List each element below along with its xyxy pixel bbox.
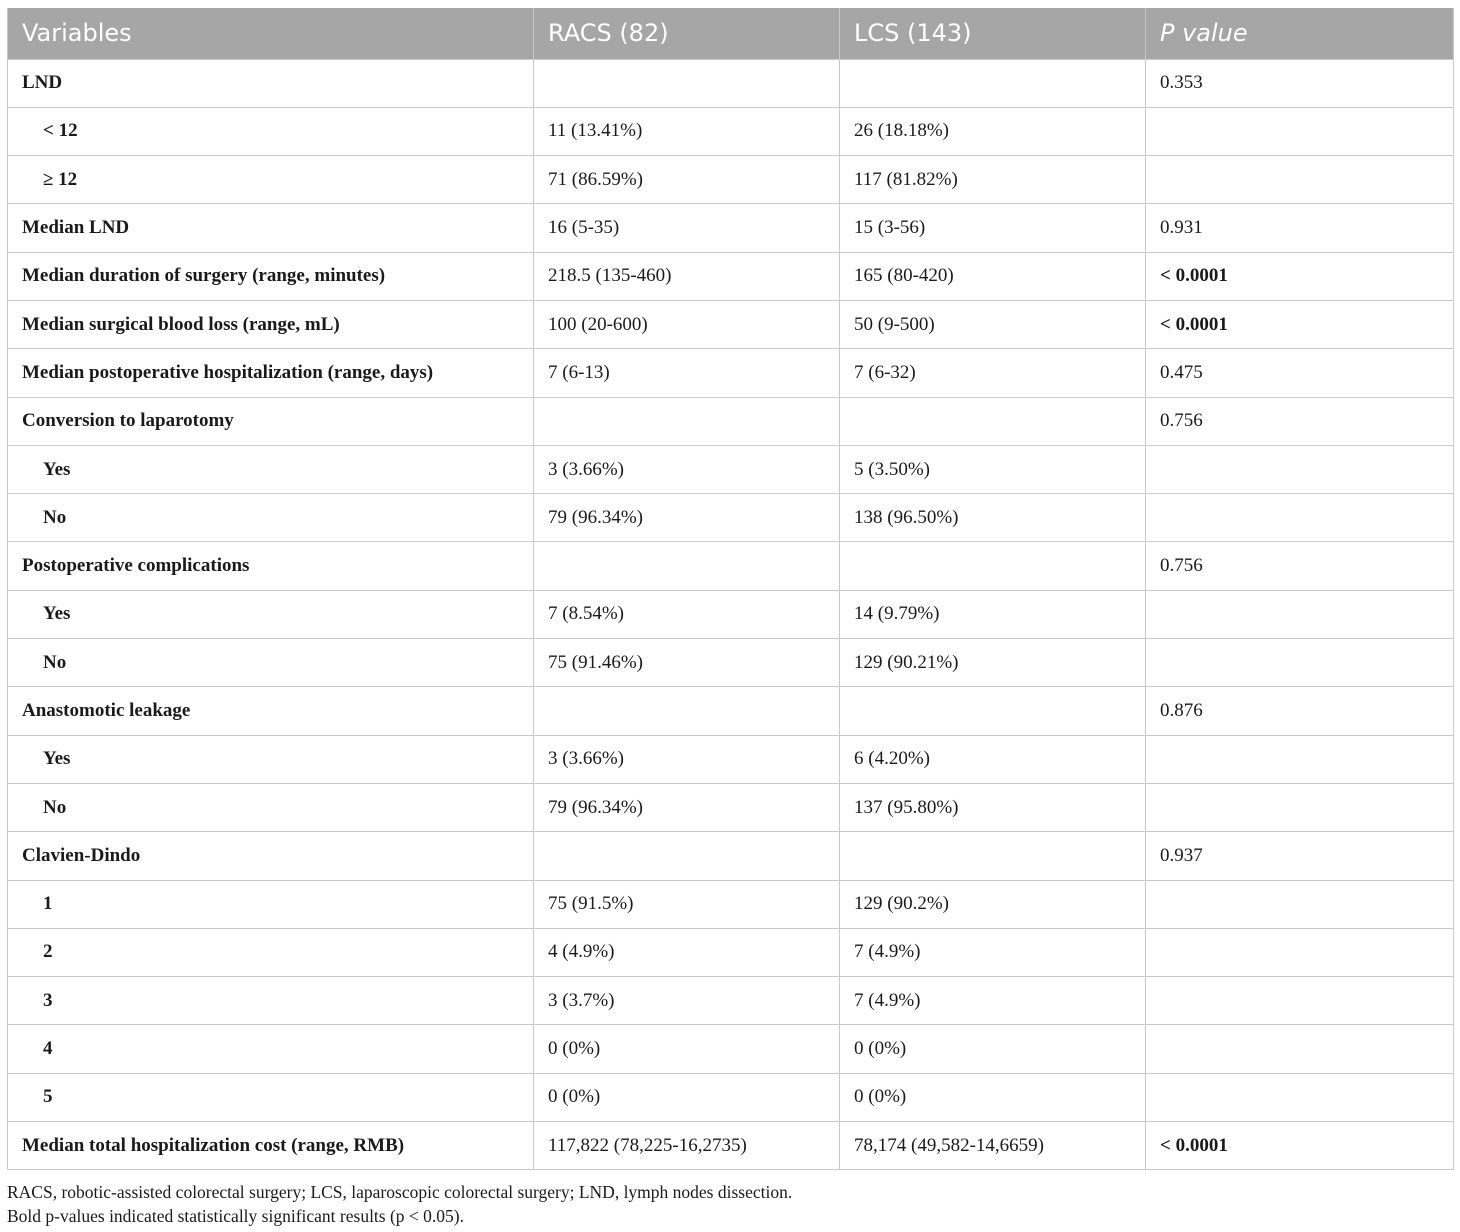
cell-p-value: 0.876 <box>1146 687 1454 735</box>
cell-racs: 4 (4.9%) <box>534 928 840 976</box>
cell-p-value: < 0.0001 <box>1146 300 1454 348</box>
cell-variable: No <box>8 494 534 542</box>
cell-racs <box>534 59 840 107</box>
cell-p-value <box>1146 977 1454 1025</box>
cell-racs: 75 (91.46%) <box>534 639 840 687</box>
table-footnotes <box>7 1180 792 1228</box>
table-row <box>8 300 1454 348</box>
cell-racs: 79 (96.34%) <box>534 494 840 542</box>
cell-variable: < 12 <box>8 107 534 155</box>
cell-racs: 0 (0%) <box>534 1025 840 1073</box>
cell-racs: 3 (3.7%) <box>534 977 840 1025</box>
cell-racs <box>534 397 840 445</box>
cell-variable: LND <box>8 59 534 107</box>
cell-lcs: 5 (3.50%) <box>840 445 1146 493</box>
cell-lcs: 165 (80-420) <box>840 252 1146 300</box>
cell-variable: Yes <box>8 735 534 783</box>
cell-variable: No <box>8 639 534 687</box>
cell-racs: 16 (5-35) <box>534 204 840 252</box>
cell-p-value <box>1146 156 1454 204</box>
cell-racs: 0 (0%) <box>534 1073 840 1121</box>
cell-racs: 117,822 (78,225-16,2735) <box>534 1122 840 1170</box>
table-body <box>8 59 1454 1170</box>
cell-racs: 7 (8.54%) <box>534 590 840 638</box>
cell-lcs: 117 (81.82%) <box>840 156 1146 204</box>
cell-variable: Yes <box>8 590 534 638</box>
header-p-value: P value <box>1146 8 1454 59</box>
cell-p-value <box>1146 1025 1454 1073</box>
table-row <box>8 494 1454 542</box>
cell-racs: 7 (6-13) <box>534 349 840 397</box>
cell-racs: 100 (20-600) <box>534 300 840 348</box>
cell-variable: 4 <box>8 1025 534 1073</box>
cell-racs <box>534 542 840 590</box>
table-row <box>8 349 1454 397</box>
cell-p-value <box>1146 880 1454 928</box>
table-row <box>8 735 1454 783</box>
cell-p-value <box>1146 783 1454 831</box>
cell-p-value <box>1146 107 1454 155</box>
footnote-abbreviations: RACS, robotic-assisted colorectal surgery; LCS, laparoscopic colorectal surgery; LND, lymph nodes dissection. <box>7 1182 793 1202</box>
cell-variable: 1 <box>8 880 534 928</box>
cell-lcs: 50 (9-500) <box>840 300 1146 348</box>
cell-lcs: 6 (4.20%) <box>840 735 1146 783</box>
cell-lcs: 0 (0%) <box>840 1025 1146 1073</box>
table-row <box>8 59 1454 107</box>
table-row <box>8 977 1454 1025</box>
cell-variable: Yes <box>8 445 534 493</box>
cell-variable: Conversion to laparotomy <box>8 397 534 445</box>
cell-variable: No <box>8 783 534 831</box>
results-table <box>7 8 1454 1170</box>
table-row <box>8 687 1454 735</box>
cell-p-value: 0.353 <box>1146 59 1454 107</box>
cell-lcs: 26 (18.18%) <box>840 107 1146 155</box>
table-row <box>8 156 1454 204</box>
cell-variable: Median total hospitalization cost (range, RMB) <box>8 1122 534 1170</box>
header-lcs: LCS (143) <box>840 8 1146 59</box>
table-header <box>8 8 1454 59</box>
cell-lcs: 0 (0%) <box>840 1073 1146 1121</box>
table-row <box>8 590 1454 638</box>
cell-racs <box>534 832 840 880</box>
cell-lcs <box>840 687 1146 735</box>
cell-variable: Clavien-Dindo <box>8 832 534 880</box>
table-row <box>8 542 1454 590</box>
cell-lcs <box>840 59 1146 107</box>
cell-variable: 5 <box>8 1073 534 1121</box>
table-row <box>8 204 1454 252</box>
table-row <box>8 1122 1454 1170</box>
cell-lcs: 7 (6-32) <box>840 349 1146 397</box>
results-table-container <box>7 8 1453 1170</box>
cell-lcs: 7 (4.9%) <box>840 928 1146 976</box>
cell-p-value: 0.756 <box>1146 542 1454 590</box>
cell-variable: Median LND <box>8 204 534 252</box>
cell-p-value <box>1146 494 1454 542</box>
cell-racs: 11 (13.41%) <box>534 107 840 155</box>
footnote-significance: Bold p-values indicated statistically significant results (p < 0.05). <box>7 1206 464 1226</box>
cell-lcs: 129 (90.21%) <box>840 639 1146 687</box>
table-row <box>8 832 1454 880</box>
cell-p-value <box>1146 735 1454 783</box>
cell-p-value: < 0.0001 <box>1146 1122 1454 1170</box>
cell-racs: 75 (91.5%) <box>534 880 840 928</box>
cell-lcs <box>840 832 1146 880</box>
cell-lcs: 129 (90.2%) <box>840 880 1146 928</box>
cell-lcs: 15 (3-56) <box>840 204 1146 252</box>
cell-racs: 218.5 (135-460) <box>534 252 840 300</box>
cell-p-value <box>1146 639 1454 687</box>
cell-p-value: 0.756 <box>1146 397 1454 445</box>
cell-racs: 71 (86.59%) <box>534 156 840 204</box>
table-row <box>8 1025 1454 1073</box>
cell-variable: Anastomotic leakage <box>8 687 534 735</box>
table-row <box>8 252 1454 300</box>
table-row <box>8 107 1454 155</box>
table-row <box>8 928 1454 976</box>
cell-lcs: 138 (96.50%) <box>840 494 1146 542</box>
cell-variable: Median duration of surgery (range, minutes) <box>8 252 534 300</box>
cell-variable: 2 <box>8 928 534 976</box>
cell-p-value <box>1146 928 1454 976</box>
cell-p-value: 0.937 <box>1146 832 1454 880</box>
cell-lcs: 137 (95.80%) <box>840 783 1146 831</box>
table-row <box>8 880 1454 928</box>
cell-lcs: 78,174 (49,582-14,6659) <box>840 1122 1146 1170</box>
cell-p-value: < 0.0001 <box>1146 252 1454 300</box>
table-row <box>8 445 1454 493</box>
header-row <box>8 8 1454 59</box>
cell-variable: Median postoperative hospitalization (range, days) <box>8 349 534 397</box>
cell-p-value: 0.475 <box>1146 349 1454 397</box>
cell-p-value <box>1146 445 1454 493</box>
table-row <box>8 397 1454 445</box>
cell-p-value <box>1146 590 1454 638</box>
cell-racs: 3 (3.66%) <box>534 445 840 493</box>
cell-variable: Median surgical blood loss (range, mL) <box>8 300 534 348</box>
cell-lcs: 14 (9.79%) <box>840 590 1146 638</box>
header-racs: RACS (82) <box>534 8 840 59</box>
table-row <box>8 639 1454 687</box>
cell-lcs <box>840 542 1146 590</box>
cell-variable: 3 <box>8 977 534 1025</box>
cell-lcs <box>840 397 1146 445</box>
cell-variable: ≥ 12 <box>8 156 534 204</box>
cell-lcs: 7 (4.9%) <box>840 977 1146 1025</box>
cell-racs <box>534 687 840 735</box>
table-row <box>8 1073 1454 1121</box>
header-variables: Variables <box>8 8 534 59</box>
cell-p-value: 0.931 <box>1146 204 1454 252</box>
cell-racs: 79 (96.34%) <box>534 783 840 831</box>
cell-racs: 3 (3.66%) <box>534 735 840 783</box>
table-row <box>8 783 1454 831</box>
cell-p-value <box>1146 1073 1454 1121</box>
cell-variable: Postoperative complications <box>8 542 534 590</box>
